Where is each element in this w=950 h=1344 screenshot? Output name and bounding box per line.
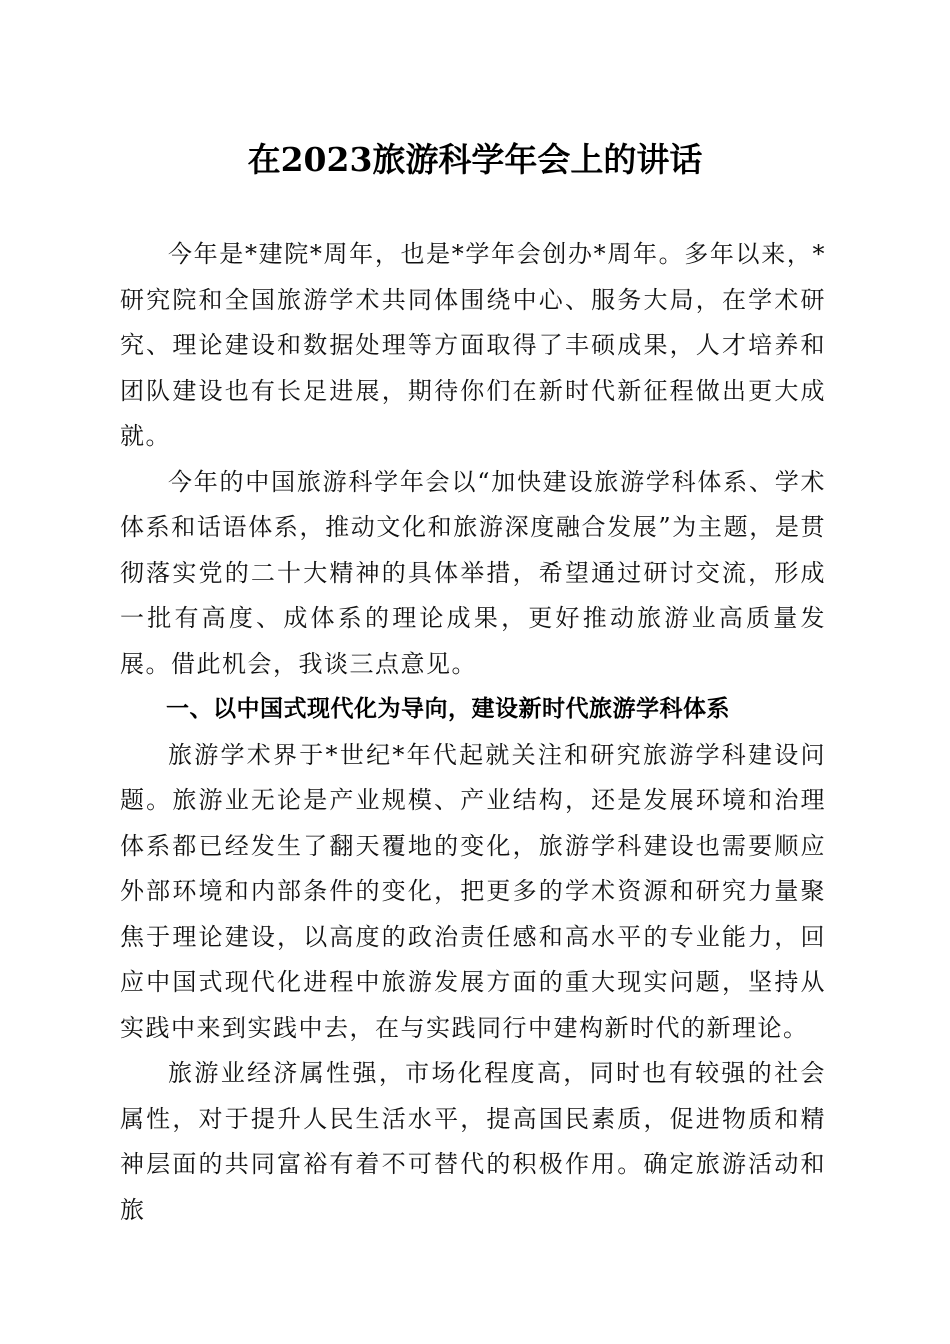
paragraph-intro: 今年是*建院*周年，也是*学年会创办*周年。多年以来，*研究院和全国旅游学术共同体围绕中心、服务大局，在学术研究、理论建设和数据处理等方面取得了丰硕成果，人才培养和团队建设也有长足进展，期待你们在新时代新征程做出更大成就。 (120, 240, 826, 450)
section-heading-1: 一、以中国式现代化为导向，建设新时代旅游学科体系 (166, 696, 730, 722)
paragraph-section1-a: 旅游学术界于*世纪*年代起就关注和研究旅游学科建设问题。旅游业无论是产业规模、产业结构，还是发展环境和治理体系都已经发生了翻天覆地的变化，旅游学科建设也需要顺应外部环境和内部条件的变化，把更多的学术资源和研究力量聚焦于理论建设，以高度的政治责任感和高水平的专业能力，回应中国式现代化进程中旅游发展方面的重大现实问题，坚持从实践中来到实践中去，在与实践同行中建构新时代的新理论。 (120, 740, 826, 1042)
document-body (120, 232, 826, 1233)
paragraph-theme: 今年的中国旅游科学年会以“加快建设旅游学科体系、学术体系和话语体系，推动文化和旅游深度融合发展”为主题，是贯彻落实党的二十大精神的具体举措，希望通过研讨交流，形成一批有高度、成体系的理论成果，更好推动旅游业高质量发展。借此机会，我谈三点意见。 (120, 467, 826, 678)
document-title: 在2023旅游科学年会上的讲话 (247, 140, 703, 179)
paragraph-section1-b: 旅游业经济属性强，市场化程度高，同时也有较强的社会属性，对于提升人民生活水平，提高国民素质，促进物质和精神层面的共同富裕有着不可替代的积极作用。确定旅游活动和旅 (120, 1059, 826, 1224)
